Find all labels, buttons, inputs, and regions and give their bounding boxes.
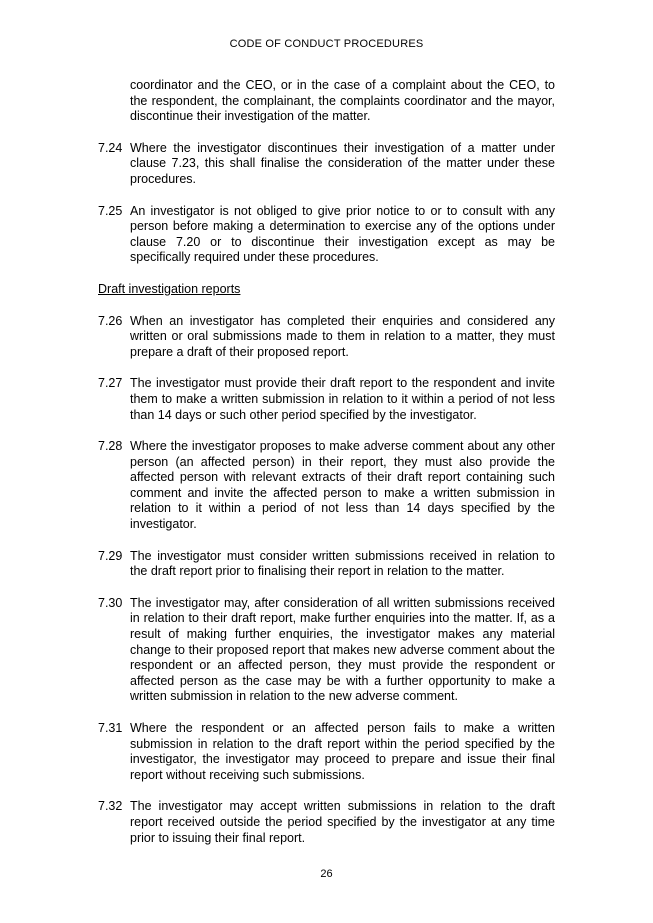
clause-number: 7.32 xyxy=(98,799,123,814)
clause-7-28 xyxy=(98,439,555,533)
continuation-paragraph xyxy=(98,78,555,125)
clause-number: 7.26 xyxy=(98,313,123,328)
clause-text: The investigator may accept written submissions in relation to the draft report received outside the period specified by the investigator at any time prior to issuing their final report. xyxy=(130,799,555,845)
clause-7-29 xyxy=(98,549,555,580)
clause-number: 7.24 xyxy=(98,140,123,155)
clause-text: An investigator is not obliged to give prior notice to or to consult with any person before making a determination to exercise any of the options under clause 7.20 or to discontinue their investigation except as may be specifically required under these procedures. xyxy=(130,203,555,265)
clause-number: 7.27 xyxy=(98,376,123,391)
page-number: 26 xyxy=(320,868,333,880)
clause-text: Where the investigator proposes to make adverse comment about any other person (an affected person) in their report, they must also provide the affected person with relevant extracts of their draft report containing such comment and invite the affected person to make a written submission in relation to it within a period of not less than 14 days specified by the investigator. xyxy=(130,439,555,532)
clause-7-32 xyxy=(98,799,555,846)
clause-number: 7.29 xyxy=(98,548,123,563)
clause-7-27 xyxy=(98,376,555,423)
clause-number: 7.31 xyxy=(98,721,123,735)
paragraph-text: coordinator and the CEO, or in the case of a complaint about the CEO, to the respondent, the complainant, the complaints coordinator and the mayor, discontinue their investigation of the matter. xyxy=(130,78,555,124)
section-heading: Draft investigation reports xyxy=(98,281,241,296)
clause-text: Where the investigator discontinues their investigation of a matter under clause 7.23, this shall finalise the consideration of the matter under these procedures. xyxy=(130,140,555,186)
clause-text: The investigator must provide their draft report to the respondent and invite them to make a written submission in relation to it within a period of not less than 14 days or such other period specified by the investigator. xyxy=(130,376,555,422)
clause-text: The investigator must consider written submissions received in relation to the draft report prior to finalising their report in relation to the matter. xyxy=(130,548,555,579)
document-body xyxy=(98,78,555,862)
clause-7-26 xyxy=(98,314,555,361)
clause-number: 7.30 xyxy=(98,595,123,610)
clause-number: 7.28 xyxy=(98,439,123,454)
clause-text: The investigator may, after consideration of all written submissions received in relation to their draft report, make further enquiries into the matter. If, as a result of making further enquiries, the investigator makes any material change to their proposed report that makes new adverse comment about the respondent or an affected person, they must provide the respondent or affected person as the case may be with a further opportunity to make a written submission in relation to the new adverse comment. xyxy=(130,595,555,704)
page-header: CODE OF CONDUCT PROCEDURES xyxy=(229,38,424,50)
clause-7-30 xyxy=(98,596,555,705)
clause-7-24 xyxy=(98,141,555,188)
clause-number: 7.25 xyxy=(98,203,123,218)
clause-7-25 xyxy=(98,204,555,266)
clause-7-31 xyxy=(98,721,555,783)
clause-text: When an investigator has completed their enquiries and considered any written or oral submissions made to them in relation to a matter, they must prepare a draft of their proposed report. xyxy=(130,313,555,359)
clause-text: Where the respondent or an affected person fails to make a written submission in relation to the draft report within the period specified by the investigator, the investigator may proceed to prepare and issue their final report without receiving such submissions. xyxy=(130,721,555,782)
